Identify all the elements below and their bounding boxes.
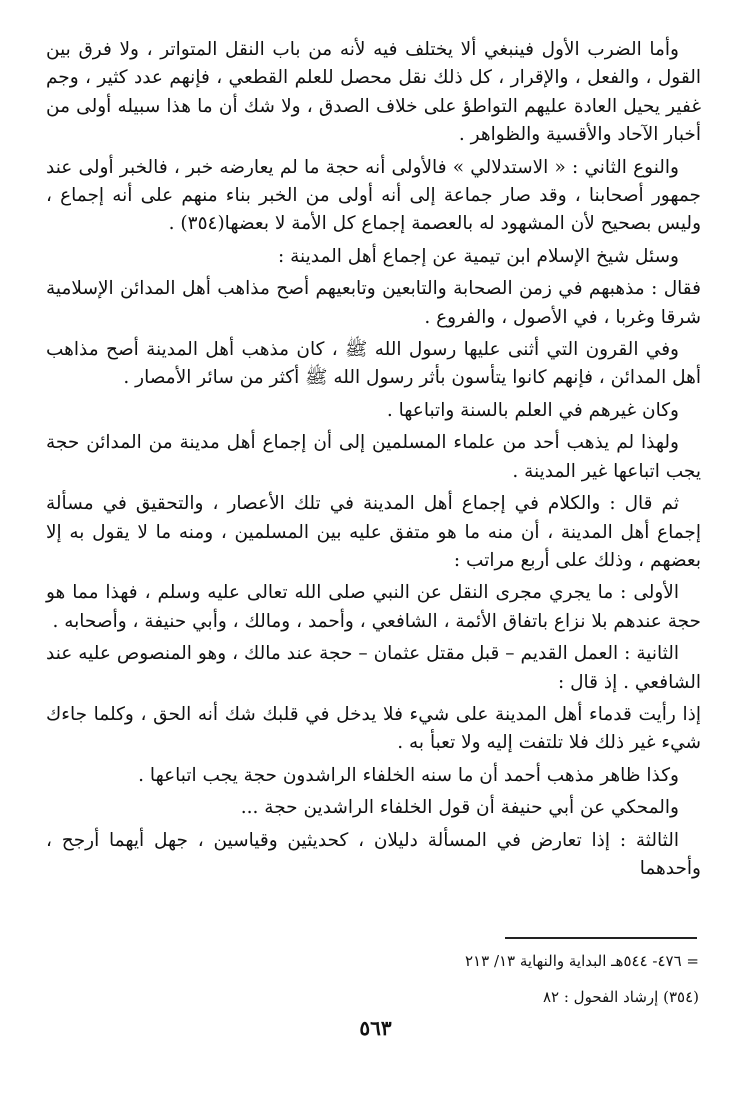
paragraph-10: الثانية : العمل القديم – قبل مقتل عثمان – حجة عند مالك ، وهو المنصوص عليه عند الشافعي . إذ قال : xyxy=(46,643,701,693)
paragraph-12: وكذا ظاهر مذهب أحمد أن ما سنه الخلفاء الراشدون حجة يجب اتباعها . xyxy=(138,764,679,786)
footnotes xyxy=(44,948,699,1020)
paragraph-6: وكان غيرهم في العلم بالسنة واتباعها . xyxy=(386,399,679,421)
paragraph-11: إذا رأيت قدماء أهل المدينة على شيء فلا يدخل في قلبك شك أنه الحق ، وكلما جاءك شيء غير ذلك فلا تلتفت إليه ولا تعبأ به . xyxy=(46,703,701,754)
paragraph-5: وفي القرون التي أثنى عليها رسول الله ﷺ ، كان مذهب أهل المدينة أصح مذاهب أهل المدائن ، فإنهم كانوا يتأسون بأثر رسول الله ﷺ أكثر من سائر الأمصار . xyxy=(46,339,701,389)
main-text xyxy=(46,36,701,883)
paragraph-4: فقال : مذهبهم في زمن الصحابة والتابعين وتابعيهم أصح مذاهب أهل المدائن الإسلامية شرقا وغربا ، في الأصول ، والفروع . xyxy=(46,278,701,328)
paragraph-1: وأما الضرب الأول فينبغي ألا يختلف فيه لأنه من باب النقل المتواتر ، ولا فرق بين القول ، والفعل ، والإقرار ، كل ذلك نقل محصل للعلم القطعي ، فإنهم عدد كثير ، وجم غفير يحيل العادة عليهم التواطؤ على خلاف الصدق ، ولا شك أن ما هذا سبيله أولى من أخبار الآحاد والأقسية والظواهر . xyxy=(46,39,701,146)
footnote-continuation: = ٤٧٦- ٥٤٤هـ البداية والنهاية ١٣/ ٢١٣ xyxy=(465,952,699,970)
page-number: ٥٦٣ xyxy=(359,1016,392,1040)
footnote-354: (٣٥٤) إرشاد الفحول : ٨٢ xyxy=(542,988,699,1006)
paragraph-13: والمحكي عن أبي حنيفة أن قول الخلفاء الراشدين حجة ... xyxy=(240,797,679,819)
paragraph-3: وسئل شيخ الإسلام ابن تيمية عن إجماع أهل المدينة : xyxy=(277,245,679,267)
footnote-divider xyxy=(505,937,697,939)
paragraph-14: الثالثة : إذا تعارض في المسألة دليلان ، كحديثين وقياسين ، جهل أيهما أرجح ، وأحدهما xyxy=(46,829,701,879)
paragraph-2: والنوع الثاني : « الاستدلالي » فالأولى أنه حجة ما لم يعارضه خبر ، فالخبر أولى عند جمهور أصحابنا ، وقد صار جماعة إلى أنه أولى من الخبر بناء منهم على أنه إجماع ، وليس بصحيح لأن المشهود له بالعصمة إجماع كل الأمة لا بعضها(٣٥٤) . xyxy=(46,156,701,235)
paragraph-9: الأولى : ما يجري مجرى النقل عن النبي صلى الله تعالى عليه وسلم ، فهذا مما هو حجة عندهم بلا نزاع باتفاق الأئمة ، الشافعي ، وأحمد ، ومالك ، وأبي حنيفة ، وأصحابه . xyxy=(46,582,701,632)
paragraph-7: ولهذا لم يذهب أحد من علماء المسلمين إلى أن إجماع أهل مدينة من المدائن حجة يجب اتباعها غير المدينة . xyxy=(46,432,701,482)
paragraph-8: ثم قال : والكلام في إجماع أهل المدينة في تلك الأعصار ، والتحقيق في مسألة إجماع أهل المدينة ، أن منه ما هو متفق عليه بين المسلمين ، ومنه ما لا يقول به إلا بعضهم ، وذلك على أربع مراتب : xyxy=(46,493,701,571)
